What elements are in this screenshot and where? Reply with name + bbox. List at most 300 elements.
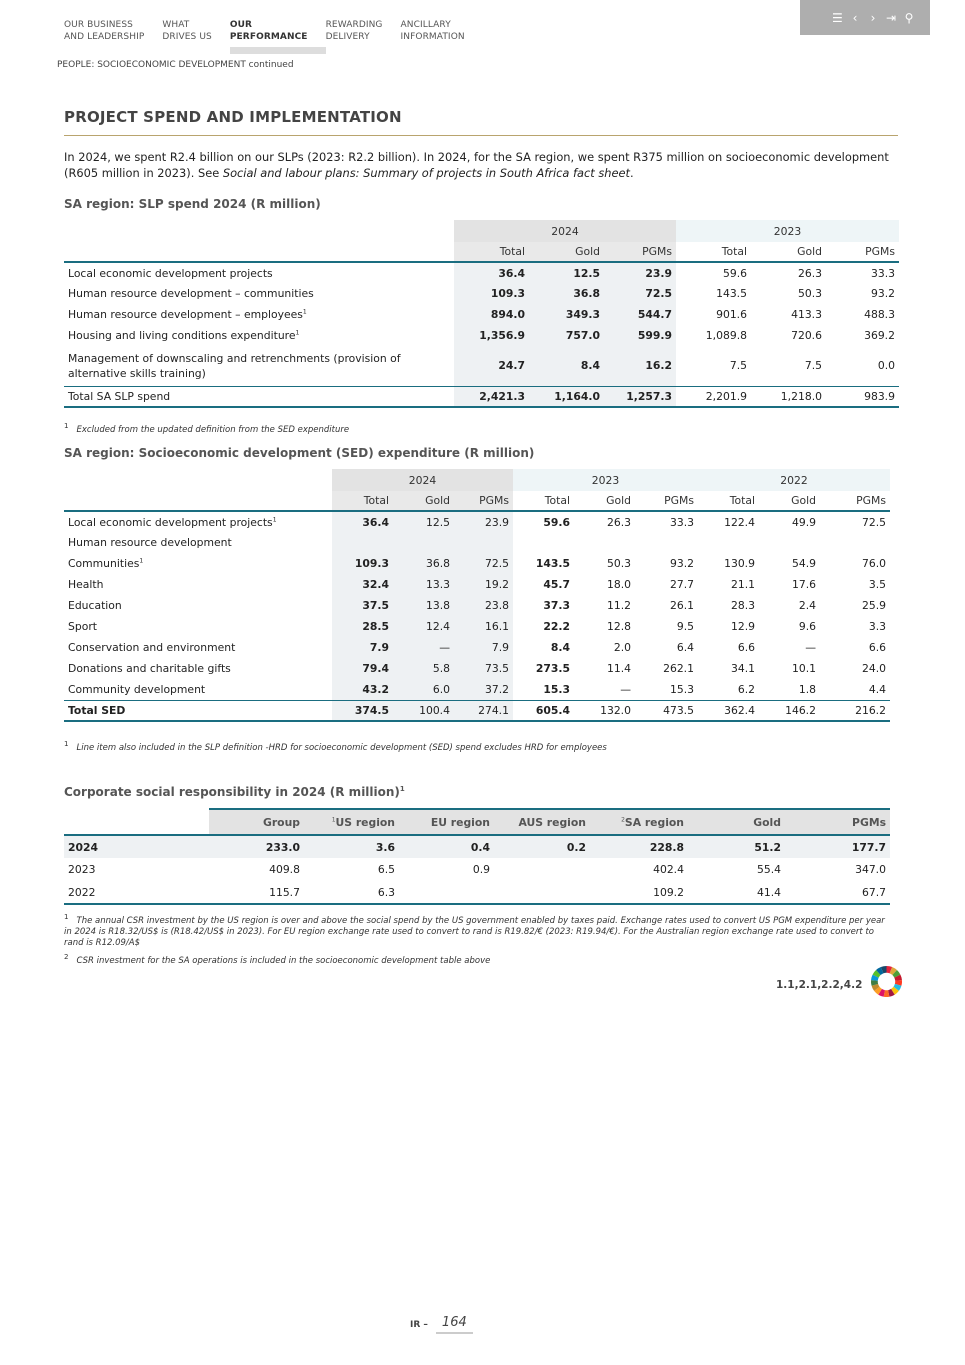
- table-cell: 37.3: [543, 599, 570, 612]
- row-label: [64, 346, 454, 386]
- nav-label: WHAT: [162, 20, 190, 30]
- table-cell: 402.4: [653, 863, 684, 876]
- table-cell: 146.2: [759, 700, 820, 721]
- table-cell: [454, 532, 513, 553]
- row-label: [64, 532, 332, 553]
- table-cell: 274.1: [454, 700, 513, 721]
- top-nav: [64, 19, 465, 51]
- table-cell: [494, 881, 590, 904]
- row-label-text: Human resource development – communities: [68, 287, 314, 300]
- table-cell: [399, 881, 494, 904]
- nav-label: INFORMATION: [400, 32, 465, 42]
- total-row: [64, 700, 890, 721]
- table-cell: 177.7: [785, 835, 890, 858]
- empty-cell: [64, 809, 209, 835]
- empty-cell: [64, 242, 454, 262]
- sed-table-title: SA region: Socioeconomic development (SED) expenditure (R million): [64, 446, 535, 460]
- table-row: [64, 532, 890, 553]
- table-cell: 16.2: [604, 346, 676, 386]
- table-cell: [759, 532, 820, 553]
- row-label-text: Housing and living conditions expenditure: [68, 329, 296, 342]
- table-cell: 347.0: [855, 863, 886, 876]
- row-label: [64, 262, 454, 283]
- table-cell: 21.1: [730, 578, 755, 591]
- row-label: [64, 679, 332, 700]
- footnote-marker: 1: [302, 308, 307, 316]
- nav-label: DELIVERY: [325, 32, 370, 42]
- nav-label: ANCILLARY: [400, 20, 451, 30]
- footnote-marker: 1: [331, 815, 336, 823]
- table-cell: 36.8: [393, 553, 454, 574]
- row-label-text: Health: [68, 578, 104, 591]
- table-cell: 2,421.3: [454, 386, 529, 407]
- table-cell: 10.1: [791, 662, 816, 675]
- table-cell: 488.3: [864, 308, 895, 321]
- table-row: [64, 616, 890, 637]
- row-label: [64, 595, 332, 616]
- row-label: [64, 283, 454, 304]
- nav-performance[interactable]: [230, 19, 308, 51]
- table-cell: 17.6: [791, 578, 816, 591]
- table-cell: 11.2: [606, 599, 631, 612]
- column-header: Total: [332, 491, 393, 511]
- column-header: PGMs: [635, 491, 698, 511]
- table-cell: 409.8: [269, 863, 300, 876]
- csr-title-text: Corporate social responsibility in 2024 (R million): [64, 785, 400, 799]
- csr-table: [64, 808, 890, 905]
- nav-label: REWARDING: [325, 20, 383, 30]
- slp-table: [64, 220, 899, 408]
- group-header: 2024: [332, 469, 513, 491]
- table-cell: 28.3: [730, 599, 755, 612]
- group-header: 2024: [454, 220, 676, 242]
- table-cell: 6.2: [737, 682, 755, 696]
- row-label-text: Community development: [68, 682, 206, 696]
- table-row: [64, 881, 890, 904]
- footnote-marker: 1: [139, 557, 144, 565]
- toolbar: [800, 0, 930, 35]
- table-row: [64, 283, 899, 304]
- table-cell: 18.0: [606, 578, 631, 591]
- table-cell: 73.5: [454, 658, 513, 679]
- table-row: [64, 637, 890, 658]
- table-cell: 26.3: [606, 515, 631, 529]
- row-label: 2022: [64, 881, 209, 904]
- table-row: [64, 658, 890, 679]
- csr-title-sup: 1: [399, 785, 405, 793]
- table-cell: 79.4: [332, 658, 393, 679]
- footnote-number: 2: [64, 952, 69, 961]
- table-cell: 0.0: [877, 359, 895, 373]
- table-cell: 262.1: [663, 662, 694, 675]
- table-cell: 228.8: [590, 835, 688, 858]
- table-cell: 109.3: [332, 553, 393, 574]
- table-cell: 9.5: [676, 620, 694, 633]
- table-cell: 50.3: [797, 287, 822, 300]
- table-row: [64, 553, 890, 574]
- column-header: [209, 809, 304, 835]
- table-cell: 45.7: [543, 578, 570, 591]
- row-label: 2023: [68, 863, 96, 876]
- table-row: [64, 835, 890, 858]
- table-cell: 12.5: [529, 262, 604, 283]
- table-cell: 12.8: [606, 620, 631, 633]
- table-cell: 19.2: [454, 574, 513, 595]
- table-cell: 6.3: [304, 881, 399, 904]
- row-label: [64, 553, 332, 574]
- table-cell: 37.2: [454, 679, 513, 700]
- table-cell: [820, 532, 890, 553]
- table-cell: 50.3: [606, 557, 631, 570]
- intro-text: In 2024, we spent R2.4 billion on our SLPs (2023: R2.2 billion). In 2024, for the SA region, we spent R375 million on socioeconomic development (R605 million in 2023). See: [64, 150, 889, 180]
- table-cell: 3.5: [868, 578, 886, 591]
- row-label: [64, 511, 332, 532]
- table-row: [64, 304, 899, 325]
- row-label-text: Donations and charitable gifts: [68, 662, 231, 675]
- breadcrumb: PEOPLE: SOCIOECONOMIC DEVELOPMENT continued: [57, 60, 294, 70]
- table-cell: 1,089.8: [705, 329, 747, 342]
- sdg-targets: 1.1,2.1,2.2,4.2: [776, 979, 863, 991]
- table-cell: 544.7: [604, 304, 676, 325]
- table-cell: 23.9: [604, 262, 676, 283]
- column-header: Gold: [529, 242, 604, 262]
- group-header-row: [64, 469, 890, 491]
- column-header-text: Group: [262, 815, 300, 829]
- empty-cell: [64, 491, 332, 511]
- table-cell: 59.6: [722, 266, 747, 280]
- table-row: [64, 511, 890, 532]
- column-header: Total: [698, 491, 759, 511]
- table-cell: 13.8: [393, 595, 454, 616]
- nav-rewarding[interactable]: [326, 19, 383, 51]
- table-cell: 3.6: [304, 835, 399, 858]
- row-label-text: Local economic development projects: [68, 515, 273, 529]
- column-header: PGMs: [826, 242, 899, 262]
- row-label: [64, 637, 332, 658]
- column-header: Gold: [574, 491, 635, 511]
- column-header-text: EU region: [430, 815, 490, 829]
- table-cell: 413.3: [791, 308, 822, 321]
- column-header: [590, 809, 688, 835]
- table-cell: 901.6: [716, 308, 747, 321]
- table-cell: 2.0: [613, 641, 631, 654]
- table-row: [64, 346, 899, 386]
- footnote-text: CSR investment for the SA operations is included in the socioeconomic development table above: [76, 955, 491, 966]
- table-cell: 36.4: [332, 511, 393, 532]
- nav-label: PERFORMANCE: [229, 32, 308, 42]
- table-cell: 11.4: [606, 662, 631, 675]
- footnote-number: 1: [64, 739, 69, 748]
- table-cell: 24.7: [454, 346, 529, 386]
- empty-cell: [64, 469, 332, 491]
- table-row: [64, 574, 890, 595]
- title-divider: [64, 135, 898, 136]
- nav-business[interactable]: [64, 19, 144, 51]
- column-header: PGMs: [604, 242, 676, 262]
- column-header-row: [64, 809, 890, 835]
- row-label: Total SED: [64, 700, 332, 721]
- table-cell: 1.8: [798, 682, 816, 696]
- column-header: [785, 809, 890, 835]
- table-cell: 0.9: [472, 863, 490, 876]
- slp-footnote: [64, 420, 349, 436]
- table-row: [64, 858, 890, 881]
- row-label-text: Conservation and environment: [68, 641, 236, 654]
- table-cell: 2.4: [798, 599, 816, 612]
- csr-footnote-1: [64, 911, 890, 949]
- intro-end: .: [629, 166, 634, 180]
- table-cell: 93.2: [669, 557, 694, 570]
- table-cell: 8.4: [529, 346, 604, 386]
- table-cell: 1,218.0: [751, 386, 826, 407]
- column-header-row: [64, 491, 890, 511]
- column-header: [304, 809, 399, 835]
- chevron-right-icon[interactable]: ›: [870, 10, 876, 25]
- table-cell: 216.2: [820, 700, 890, 721]
- table-cell: —: [393, 637, 454, 658]
- table-cell: 51.2: [688, 835, 785, 858]
- table-cell: 93.2: [870, 287, 895, 300]
- csr-footnote-2: [64, 951, 490, 967]
- column-header-text: Gold: [753, 815, 781, 829]
- sed-table: [64, 469, 890, 722]
- column-header: [688, 809, 785, 835]
- table-cell: 32.4: [332, 574, 393, 595]
- table-cell: 983.9: [826, 386, 899, 407]
- table-cell: 25.9: [861, 599, 886, 612]
- table-cell: 599.9: [604, 325, 676, 346]
- nav-drives[interactable]: [162, 19, 211, 51]
- table-cell: [513, 532, 574, 553]
- table-cell: 115.7: [209, 881, 304, 904]
- table-cell: [332, 532, 393, 553]
- nav-label: OUR: [229, 20, 253, 30]
- column-header: Gold: [759, 491, 820, 511]
- table-cell: 6.6: [868, 641, 886, 654]
- table-cell: 54.9: [791, 557, 816, 570]
- table-cell: 76.0: [861, 557, 886, 570]
- table-cell: [698, 532, 759, 553]
- table-cell: 143.5: [716, 287, 747, 300]
- table-cell: 34.1: [730, 662, 755, 675]
- table-cell: 28.5: [332, 616, 393, 637]
- table-row: [64, 325, 899, 346]
- table-cell: 55.4: [756, 863, 781, 876]
- row-label-text: Communities: [68, 557, 140, 570]
- table-cell: [393, 532, 454, 553]
- table-cell: 59.6: [543, 515, 570, 529]
- table-cell: 49.9: [791, 515, 816, 529]
- exit-icon[interactable]: ⇥: [886, 10, 897, 25]
- table-cell: [574, 532, 635, 553]
- table-cell: 26.1: [669, 599, 694, 612]
- table-cell: 109.2: [590, 881, 688, 904]
- table-cell: 3.3: [868, 620, 886, 633]
- search-icon[interactable]: ⚲: [904, 10, 914, 25]
- table-cell: —: [805, 641, 816, 654]
- table-cell: 72.5: [454, 553, 513, 574]
- section-title: PROJECT SPEND AND IMPLEMENTATION: [64, 108, 402, 126]
- nav-label: AND LEADERSHIP: [64, 32, 145, 42]
- column-header: Total: [676, 242, 751, 262]
- table-cell: 4.4: [868, 682, 886, 696]
- pager: [410, 1315, 473, 1334]
- row-label: 2024: [64, 835, 209, 858]
- table-cell: 233.0: [209, 835, 304, 858]
- csr-table-title: [64, 785, 405, 799]
- footnote-number: 1: [64, 421, 69, 430]
- table-cell: 2,201.9: [676, 386, 751, 407]
- nav-label: OUR BUSINESS: [64, 20, 133, 30]
- table-cell: 1,164.0: [529, 386, 604, 407]
- table-cell: 0.2: [494, 835, 590, 858]
- column-header: PGMs: [454, 491, 513, 511]
- table-cell: 362.4: [698, 700, 759, 721]
- table-cell: 369.2: [864, 329, 895, 342]
- row-label-text: Management of downscaling and retrenchments (provision of alternative skills training): [68, 351, 401, 380]
- column-header: [399, 809, 494, 835]
- row-label-text: Human resource development: [68, 536, 232, 549]
- footnote-number: 1: [64, 912, 69, 921]
- table-row: [64, 679, 890, 700]
- footnote-marker: 1: [272, 515, 277, 523]
- table-cell: 6.5: [377, 863, 395, 876]
- table-cell: 7.9: [454, 637, 513, 658]
- table-cell: 757.0: [529, 325, 604, 346]
- slp-table-title: SA region: SLP spend 2024 (R million): [64, 197, 321, 211]
- table-cell: 67.7: [785, 881, 890, 904]
- menu-icon[interactable]: ☰: [832, 10, 843, 25]
- table-cell: 7.5: [729, 359, 747, 373]
- table-cell: 22.2: [543, 620, 570, 633]
- table-cell: 26.3: [797, 266, 822, 280]
- table-cell: 23.9: [454, 511, 513, 532]
- row-label-text: Education: [68, 599, 122, 612]
- table-cell: —: [620, 682, 631, 696]
- table-cell: 130.9: [724, 557, 755, 570]
- table-cell: 122.4: [724, 515, 755, 529]
- table-cell: [494, 858, 590, 881]
- column-header-row: [64, 242, 899, 262]
- table-row: [64, 595, 890, 616]
- table-cell: 23.8: [454, 595, 513, 616]
- row-label: [64, 325, 454, 346]
- row-label: [64, 574, 332, 595]
- footnote-marker: 1: [295, 329, 300, 337]
- table-cell: 72.5: [861, 515, 886, 529]
- table-cell: 36.4: [454, 262, 529, 283]
- table-cell: [635, 532, 698, 553]
- group-header: 2022: [698, 469, 890, 491]
- table-cell: 5.8: [393, 658, 454, 679]
- column-header: PGMs: [820, 491, 890, 511]
- group-header: 2023: [513, 469, 698, 491]
- table-cell: 100.4: [393, 700, 454, 721]
- footnote-marker: 2: [621, 815, 625, 823]
- sdg-wheel-icon: [870, 965, 903, 998]
- table-cell: 349.3: [529, 304, 604, 325]
- intro-link[interactable]: Social and labour plans: Summary of projects in South Africa fact sheet: [222, 166, 630, 180]
- table-cell: 43.2: [332, 679, 393, 700]
- table-cell: 27.7: [669, 578, 694, 591]
- table-cell: 0.4: [399, 835, 494, 858]
- table-cell: 605.4: [513, 700, 574, 721]
- nav-ancillary[interactable]: [401, 19, 465, 51]
- table-cell: 720.6: [791, 329, 822, 342]
- page-number: 164: [436, 1315, 473, 1334]
- table-cell: 143.5: [535, 557, 570, 570]
- table-cell: 8.4: [550, 641, 570, 654]
- table-cell: 12.5: [393, 511, 454, 532]
- table-cell: 9.6: [798, 620, 816, 633]
- table-cell: 7.9: [332, 637, 393, 658]
- table-cell: 6.4: [676, 641, 694, 654]
- pager-prefix: IR –: [410, 1319, 428, 1330]
- row-label: Total SA SLP spend: [64, 386, 454, 407]
- table-cell: 1,356.9: [454, 325, 529, 346]
- table-cell: 37.5: [332, 595, 393, 616]
- row-label: [64, 304, 454, 325]
- table-cell: 33.3: [870, 266, 895, 280]
- column-header: Total: [513, 491, 574, 511]
- table-cell: 41.4: [688, 881, 785, 904]
- table-cell: 15.3: [669, 682, 694, 696]
- table-cell: 374.5: [332, 700, 393, 721]
- column-header-text: US region: [335, 815, 395, 829]
- intro-paragraph: [64, 149, 898, 181]
- group-header-row: [64, 220, 899, 242]
- column-header: Gold: [751, 242, 826, 262]
- table-cell: 16.1: [454, 616, 513, 637]
- sed-footnote: [64, 738, 607, 754]
- table-cell: 13.3: [393, 574, 454, 595]
- column-header: Total: [454, 242, 529, 262]
- table-cell: 24.0: [861, 662, 886, 675]
- table-cell: 15.3: [543, 682, 570, 696]
- footnote-text: Excluded from the updated definition from the SED expenditure: [76, 424, 350, 435]
- empty-cell: [64, 220, 454, 242]
- table-cell: 109.3: [454, 283, 529, 304]
- total-row: [64, 386, 899, 407]
- column-header-text: PGMs: [852, 815, 886, 829]
- group-header: 2023: [676, 220, 899, 242]
- table-cell: 33.3: [669, 515, 694, 529]
- table-cell: 72.5: [604, 283, 676, 304]
- column-header: [494, 809, 590, 835]
- chevron-left-icon[interactable]: ‹: [852, 10, 858, 25]
- row-label-text: Human resource development – employees: [68, 308, 303, 321]
- column-header-text: SA region: [624, 815, 684, 829]
- table-cell: 1,257.3: [604, 386, 676, 407]
- table-cell: 894.0: [454, 304, 529, 325]
- table-cell: 6.6: [737, 641, 755, 654]
- table-cell: 6.0: [393, 679, 454, 700]
- table-cell: 12.4: [393, 616, 454, 637]
- column-header: Gold: [393, 491, 454, 511]
- row-label: [64, 616, 332, 637]
- nav-label: DRIVES US: [162, 32, 212, 42]
- row-label-text: Sport: [68, 620, 97, 633]
- row-label-text: Local economic development projects: [68, 266, 273, 280]
- table-cell: 473.5: [635, 700, 698, 721]
- table-cell: 273.5: [535, 662, 570, 675]
- table-cell: 36.8: [529, 283, 604, 304]
- table-row: [64, 262, 899, 283]
- table-cell: 12.9: [730, 620, 755, 633]
- footnote-text: Line item also included in the SLP definition -HRD for socioeconomic development (SED) spend excludes HRD for employees: [76, 742, 607, 753]
- table-cell: 132.0: [574, 700, 635, 721]
- table-cell: 7.5: [804, 359, 822, 373]
